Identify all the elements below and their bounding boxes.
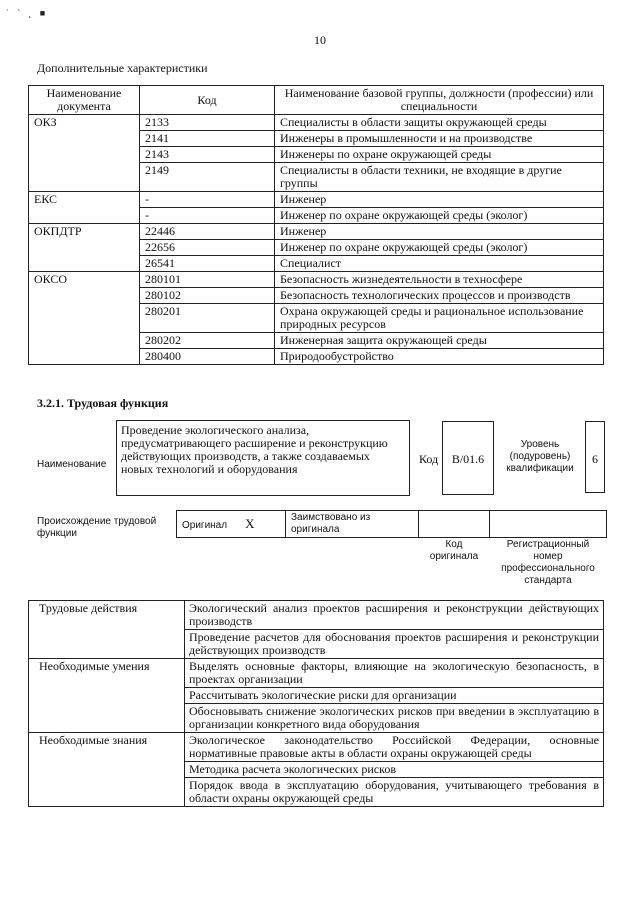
doc-cell: ОКСО xyxy=(29,272,140,365)
code-cell: 22446 xyxy=(140,224,275,240)
code-cell: - xyxy=(140,192,275,208)
name-cell: Инженер xyxy=(275,192,604,208)
name-cell: Специалисты в области техники, не входящие в другие группы xyxy=(275,163,604,192)
reg-number-label: Регистрационный номер профессионального стандарта xyxy=(501,539,595,586)
name-cell: Инженер по охране окружающей среды (эколог) xyxy=(275,208,604,224)
name-cell: Специалисты в области защиты окружающей среды xyxy=(275,115,604,131)
header-name: Наименование базовой группы, должности (профессии) или специальности xyxy=(275,86,604,115)
code-cell: 2143 xyxy=(140,147,275,163)
name-cell: Охрана окружающей среды и рациональное использование природных ресурсов xyxy=(275,304,604,333)
name-cell: Инженерная защита окружающей среды xyxy=(275,333,604,349)
category-cell: Необходимые знания xyxy=(29,733,185,807)
original-mark: X xyxy=(245,516,255,531)
original-code-label: Код оригинала xyxy=(429,539,479,562)
scan-specks: ˙ ` ˛ ■ xyxy=(6,8,49,18)
name-cell: Инженеры в промышленности и на производстве xyxy=(275,131,604,147)
function-origin-label: Происхождение трудовой функции xyxy=(37,516,157,539)
detail-cell: Обосновывать снижение экологических рисков при введении в эксплуатацию в организации конкретного вида оборудования xyxy=(185,704,604,733)
name-cell: Природообустройство xyxy=(275,349,604,365)
detail-cell: Методика расчета экологических рисков xyxy=(185,762,604,778)
code-cell: 280202 xyxy=(140,333,275,349)
detail-cell: Выделять основные факторы, влияющие на экологическую безопасность, в проектах организации xyxy=(185,659,604,688)
code-cell: 2141 xyxy=(140,131,275,147)
name-cell: Инженер по охране окружающей среды (эколог) xyxy=(275,240,604,256)
qualification-level-label: Уровень (подуровень) квалификации xyxy=(506,439,574,474)
header-doc: Наименование документа xyxy=(29,86,140,115)
name-cell: Инженеры по охране окружающей среды xyxy=(275,147,604,163)
code-cell: 2149 xyxy=(140,163,275,192)
additional-characteristics-title: Дополнительные характеристики xyxy=(37,61,208,75)
qualification-level-value: 6 xyxy=(585,421,605,493)
code-cell: 280400 xyxy=(140,349,275,365)
table-row xyxy=(29,224,604,240)
table-row xyxy=(29,115,604,131)
reg-number-cell xyxy=(490,511,607,538)
code-cell: - xyxy=(140,208,275,224)
page-number: 10 xyxy=(314,33,326,47)
code-cell: 22656 xyxy=(140,240,275,256)
code-cell: 2133 xyxy=(140,115,275,131)
original-label: Оригинал xyxy=(182,520,228,531)
doc-cell: ОКПДТР xyxy=(29,224,140,272)
detail-cell: Экологический анализ проектов расширения и реконструкции действующих производств xyxy=(185,601,604,630)
table-header-row xyxy=(29,86,604,115)
detail-cell: Экологическое законодательство Российской Федерации, основные нормативные правовые акты в области охраны окружающей среды xyxy=(185,733,604,762)
additional-characteristics-table xyxy=(28,85,604,365)
category-cell: Необходимые умения xyxy=(29,659,185,733)
table-row xyxy=(29,659,604,688)
borrowed-cell: Заимствовано из оригинала xyxy=(286,511,419,538)
function-code-value: B/01.6 xyxy=(442,421,494,495)
detail-cell: Порядок ввода в эксплуатацию оборудования, учитывающего требования в области охраны окружающей среды xyxy=(185,778,604,807)
function-code-label: Код xyxy=(419,452,439,466)
category-cell: Трудовые действия xyxy=(29,601,185,659)
table-row xyxy=(29,601,604,630)
name-cell: Безопасность жизнедеятельности в техносфере xyxy=(275,272,604,288)
table-row xyxy=(29,272,604,288)
original-code-cell xyxy=(419,511,490,538)
detail-cell: Проведение расчетов для обоснования проектов расширения и реконструкции действующих производств xyxy=(185,630,604,659)
original-cell xyxy=(177,511,286,538)
detail-cell: Рассчитывать экологические риски для организации xyxy=(185,688,604,704)
code-cell: 26541 xyxy=(140,256,275,272)
origin-table xyxy=(176,510,607,538)
name-cell: Инженер xyxy=(275,224,604,240)
labor-function-heading: 3.2.1. Трудовая функция xyxy=(37,396,169,410)
function-name-label: Наименование xyxy=(37,459,107,470)
header-code: Код xyxy=(140,86,275,115)
code-cell: 280201 xyxy=(140,304,275,333)
function-name-value: Проведение экологического анализа, предусматривающего расширение и реконструкцию действующих производств, а также создаваемых новых технологий и оборудования xyxy=(116,420,410,496)
function-details-table xyxy=(28,600,604,807)
table-row xyxy=(29,192,604,208)
code-cell: 280101 xyxy=(140,272,275,288)
code-cell: 280102 xyxy=(140,288,275,304)
doc-cell: ОКЗ xyxy=(29,115,140,192)
table-row xyxy=(29,733,604,762)
name-cell: Специалист xyxy=(275,256,604,272)
doc-cell: ЕКС xyxy=(29,192,140,224)
name-cell: Безопасность технологических процессов и производств xyxy=(275,288,604,304)
